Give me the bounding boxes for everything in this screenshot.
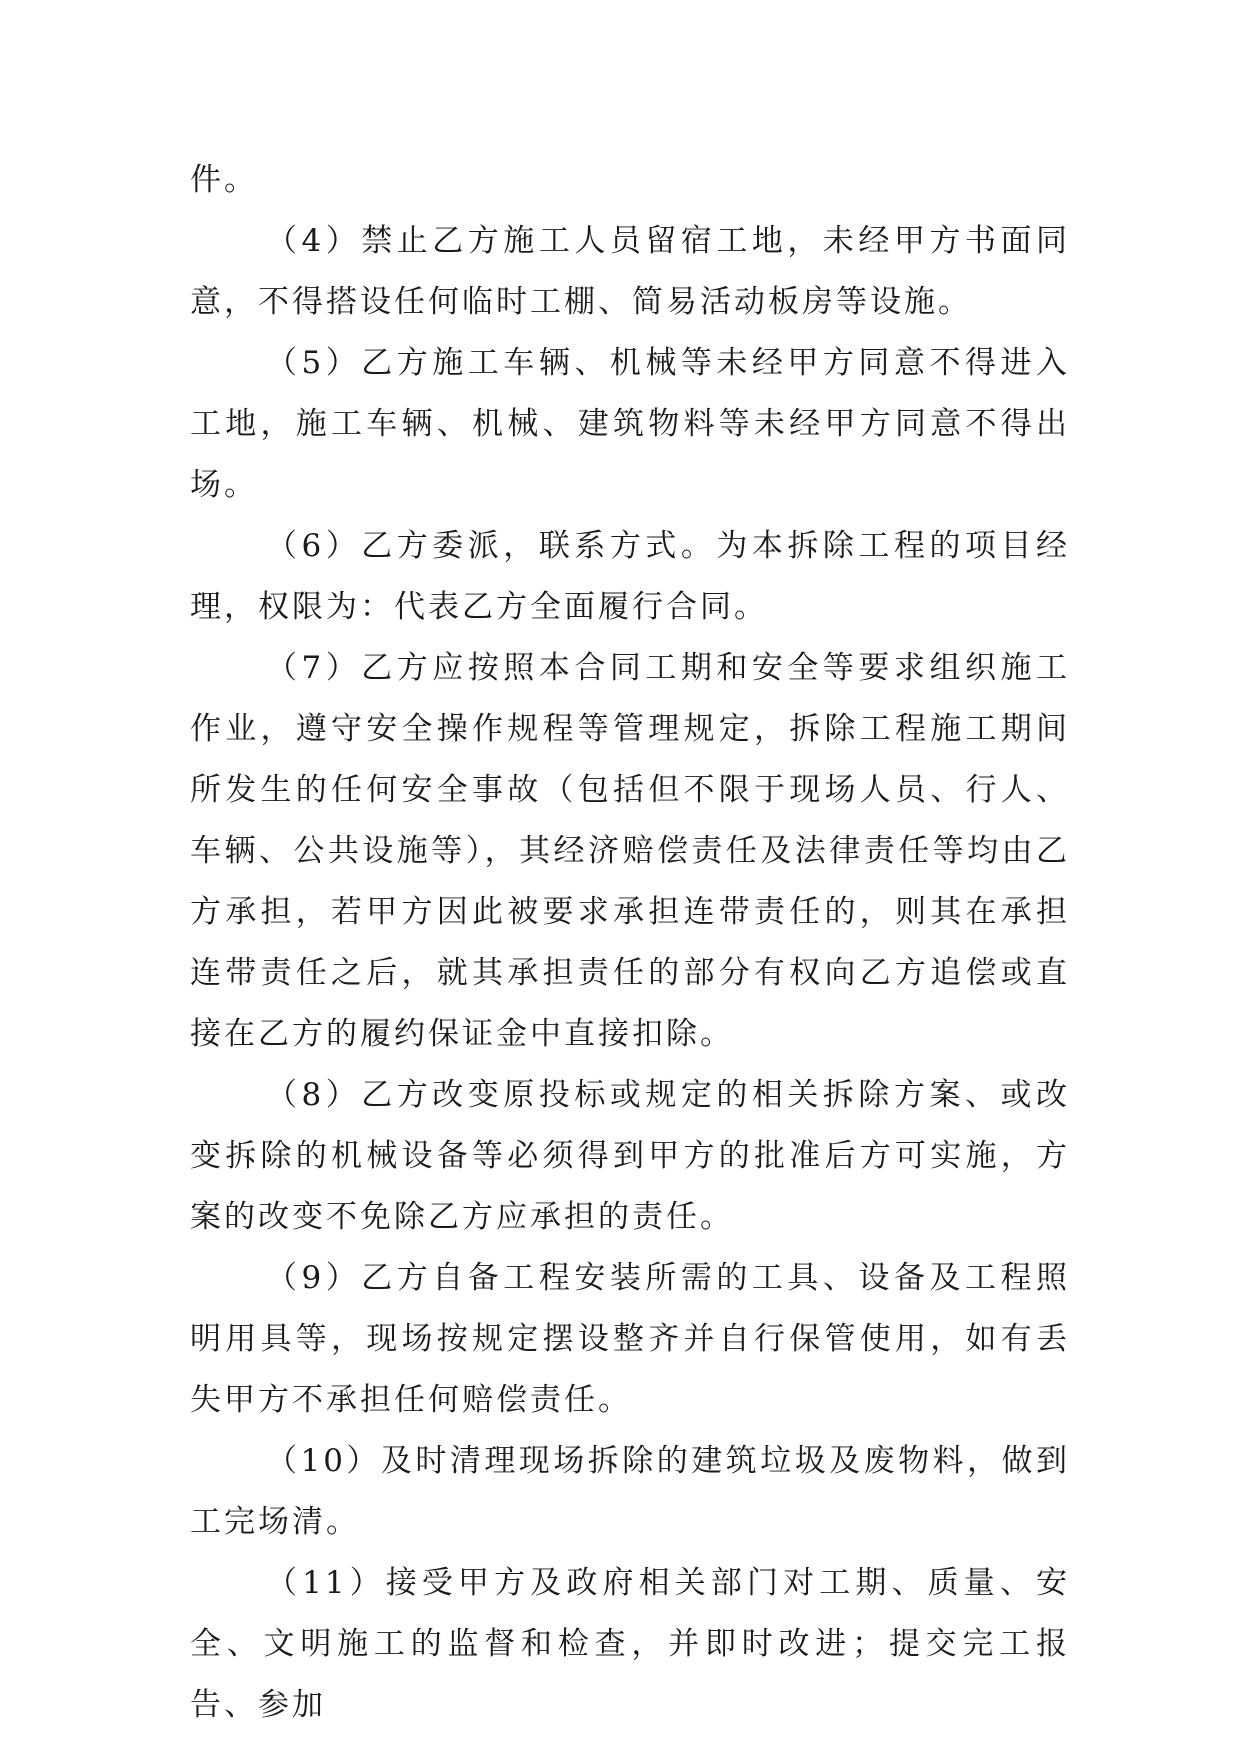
paragraph-continuation: 件。 — [190, 162, 258, 198]
paragraph-item-4: （4）禁止乙方施工人员留宿工地，未经甲方书面同意，不得搭设任何临时工棚、简易活动板房等设施。 — [190, 223, 1070, 320]
paragraph-item-6: （6）乙方委派，联系方式。为本拆除工程的项目经理，权限为：代表乙方全面履行合同。 — [190, 528, 1070, 625]
document-body — [190, 150, 1070, 1736]
paragraph-item-5: （5）乙方施工车辆、机械等未经甲方同意不得进入工地，施工车辆、机械、建筑物料等未经甲方同意不得出场。 — [190, 345, 1070, 503]
paragraph-item-7: （7）乙方应按照本合同工期和安全等要求组织施工作业，遵守安全操作规程等管理规定，拆除工程施工期间所发生的任何安全事故（包括但不限于现场人员、行人、车辆、公共设施等），其经济赔偿责任及法律责任等均由乙方承担，若甲方因此被要求承担连带责任的，则其在承担连带责任之后，就其承担责任的部分有权向乙方追偿或直接在乙方的履约保证金中直接扣除。 — [190, 650, 1070, 1052]
paragraph-item-10: （10）及时清理现场拆除的建筑垃圾及废物料，做到工完场清。 — [190, 1443, 1070, 1540]
paragraph-item-8: （8）乙方改变原投标或规定的相关拆除方案、或改变拆除的机械设备等必须得到甲方的批准后方可实施，方案的改变不免除乙方应承担的责任。 — [190, 1077, 1070, 1235]
paragraph-item-9: （9）乙方自备工程安装所需的工具、设备及工程照明用具等，现场按规定摆设整齐并自行保管使用，如有丢失甲方不承担任何赔偿责任。 — [190, 1260, 1070, 1418]
paragraph-item-11: （11）接受甲方及政府相关部门对工期、质量、安全、文明施工的监督和检查，并即时改进；提交完工报告、参加 — [190, 1565, 1070, 1723]
